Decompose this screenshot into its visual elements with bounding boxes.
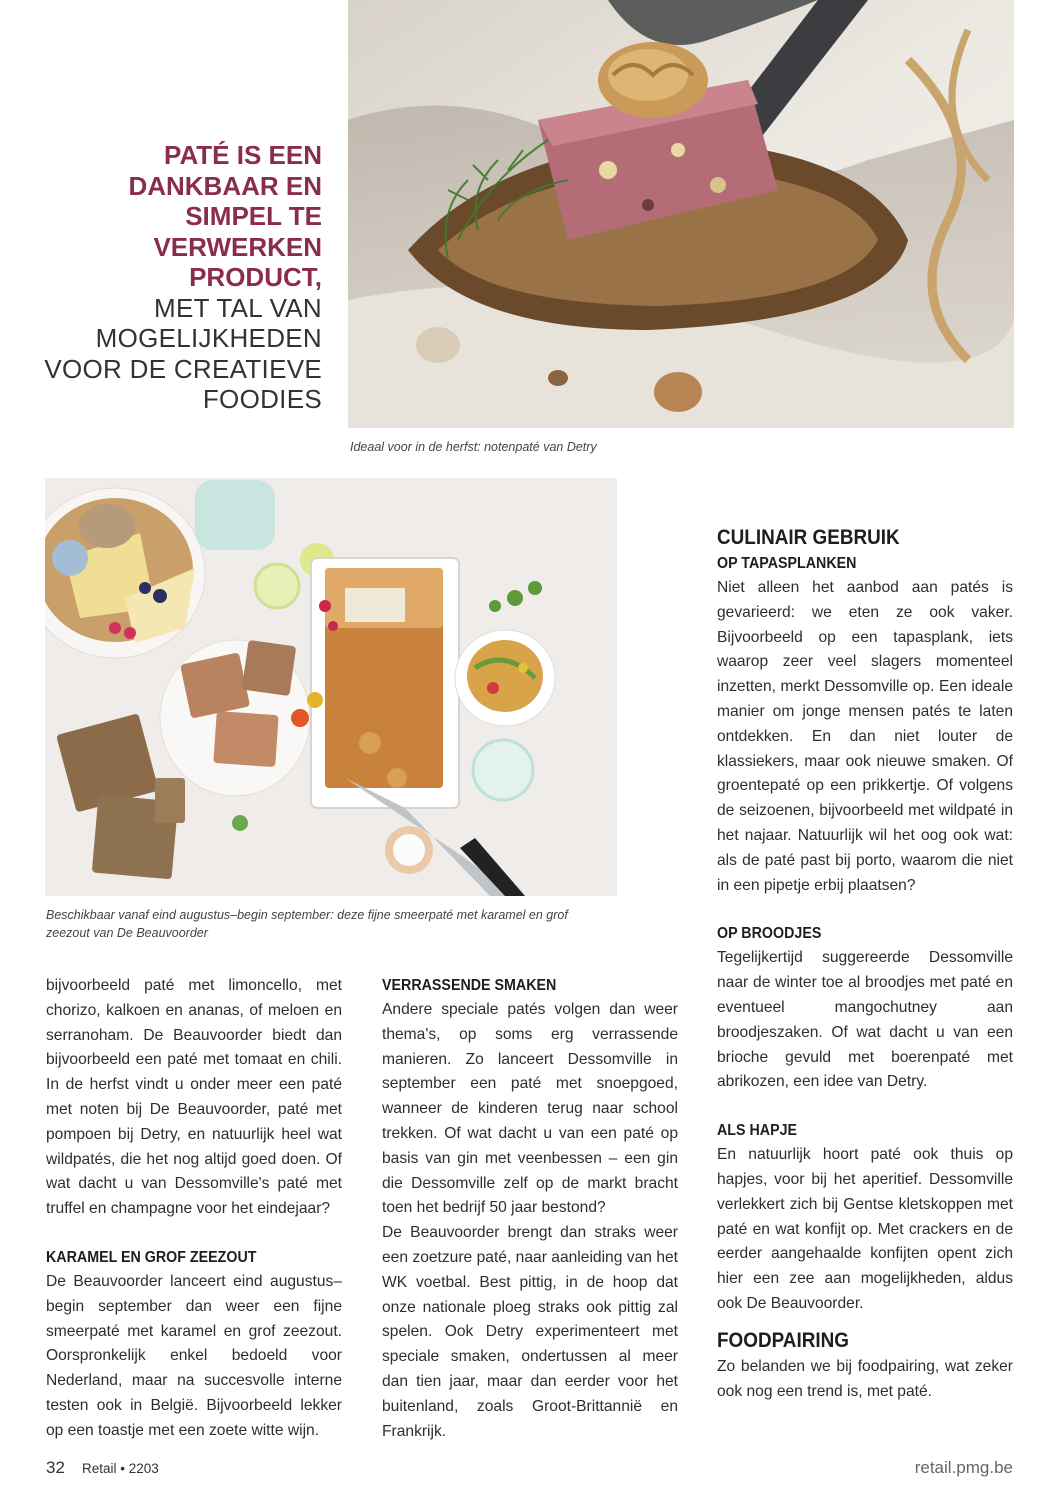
section-heading: CULINAIR GEBRUIK <box>717 526 900 549</box>
body-paragraph: Zo belanden we bij foodpairing, wat zeker ook nog een trend is, met paté. <box>717 1357 1013 1400</box>
photo-walnut-pate-illustration <box>348 0 1014 428</box>
pull-quote-line: VERWERKEN <box>153 231 322 262</box>
body-paragraph: De Beauvoorder brengt dan straks weer een zoetzure paté, naar aanleiding van het WK voetbal. Best pittig, in de hoop dat onze nationale ploeg straks ook pittig zal spelen. Ook Detry experimenteert met speciale smaken, ondertussen al meer dan tien jaar, maar dan eerder voor het buitenland, zoals Groot-Brittannië en Frankrijk. <box>382 1224 678 1440</box>
magazine-issue: Retail • 2203 <box>82 1461 159 1476</box>
pull-quote-line: MOGELIJKHEDEN <box>95 323 322 353</box>
pull-quote-line: SIMPEL TE <box>185 201 322 231</box>
photo-caption-top: Ideaal voor in de herfst: notenpaté van Detry <box>350 440 597 454</box>
subheading: VERRASSENDE SMAKEN <box>382 977 557 994</box>
section-heading: FOODPAIRING <box>717 1328 849 1352</box>
pull-quote-line: PATÉ IS EEN <box>164 140 322 170</box>
body-paragraph: En natuurlijk hoort paté ook thuis op hapjes, voor bij het aperitief. Dessomville verlekkert zich bij Gentse kletskoppen met paté en wat konfijt op. Met crackers en de eerder aangehaalde konfijten opent zich hier een zee aan mogelijkheden, aldus ook De Beauvoorder. <box>717 1146 1013 1312</box>
article-column-3 <box>717 524 1013 1404</box>
body-paragraph: bijvoorbeeld paté met limoncello, met chorizo, kalkoen en ananas, of meloen en serranoham. De Beauvoorder biedt dan bijvoorbeeld een paté met tomaat en chili. In de herfst vindt u onder meer een paté met noten bij De Beauvoorder, paté met pompoen bij Detry, en natuurlijk heel wat wildpatés, die het nog altijd goed doen. Of wat dacht u van Dessomville's paté met truffel en champagne voor het eindejaar? <box>46 977 342 1218</box>
page-number: 32 <box>46 1458 65 1477</box>
pull-quote-line: PRODUCT, <box>189 262 322 292</box>
photo-caramel-pate-illustration <box>45 478 617 896</box>
subheading: KARAMEL EN GROF ZEEZOUT <box>46 1248 257 1266</box>
article-column-2 <box>382 974 678 1444</box>
pull-quote-line: VOOR DE CREATIEVE <box>44 353 322 384</box>
article-column-1 <box>46 974 342 1444</box>
photo-walnut-pate <box>348 0 1014 428</box>
subheading: OP BROODJES <box>717 925 822 943</box>
subheading: ALS HAPJE <box>717 1122 798 1140</box>
pull-quote-line: FOODIES <box>202 384 322 414</box>
pull-quote <box>40 140 322 415</box>
body-paragraph: De Beauvoorder lanceert eind augustus–begin september dan weer een fijne smeerpaté met karamel en grof zeezout. Oorspronkelijk enkel bedoeld voor Nederland, maar na succesvolle interne testen ook in België. Bijvoorbeeld lekker op een toastje met een zoete witte wijn. <box>46 1272 342 1439</box>
body-paragraph: Niet alleen het aanbod aan patés is gevarieerd: we eten ze ook vaker. Bijvoorbeeld op een tapasplank, iets waarop zeer veel slagers momenteel inzetten, merkt Dessomville op. Een ideale manier om jonge mensen patés te laten ontdekken. En dan niet louter de klassiekers, maar ook nieuwe smaken. Of groentepaté op een prikkertje. Of volgens de seizoenen, bijvoorbeeld met wildpaté in het najaar. Natuurlijk wil het oog ook wat: als de paté past bij porto, waarom die niet in een pipetje erbij plaatsen? <box>717 579 1013 894</box>
body-paragraph: Andere speciale patés volgen dan weer thema's, op soms erg verrassende manieren. Zo lanceert Dessomville in september een paté met snoepgoed, wanneer de kinderen terug naar school trekken. Of wat dacht u van een paté op basis van gin met veenbessen – een gin die Dessomville zelf op de markt bracht toen het bedrijf 50 jaar bestond? <box>382 1001 678 1217</box>
photo-caramel-pate <box>45 478 617 896</box>
pull-quote-line: DANKBAAR EN <box>128 170 322 201</box>
website-link[interactable]: retail.pmg.be <box>914 1458 1013 1477</box>
pull-quote-line: MET TAL VAN <box>153 292 322 323</box>
subheading: OP TAPASPLANKEN <box>717 555 857 572</box>
photo-caption-mid: Beschikbaar vanaf eind augustus–begin september: deze fijne smeerpaté met karamel en grof zeezout van De Beauvoorder <box>46 908 568 940</box>
body-paragraph: Tegelijkertijd suggereerde Dessomville naar de winter toe al broodjes met paté en eventueel mangochutney aan broodjeszaken. Of wat dacht u van een brioche gevuld met boerenpaté met abrikozen, een idee van Detry. <box>717 949 1013 1091</box>
